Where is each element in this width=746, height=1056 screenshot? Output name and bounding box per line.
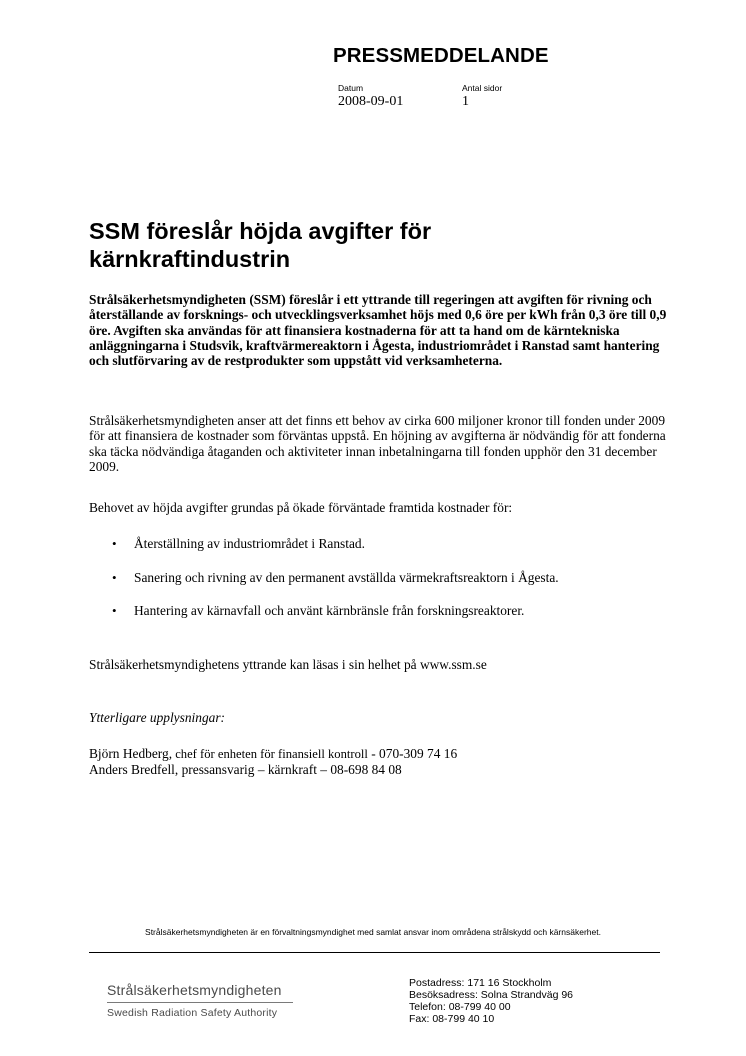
list-item <box>89 536 679 570</box>
page-count-value: 1 <box>462 94 469 109</box>
contact-line-2: Anders Bredfell, pressansvarig – kärnkraft – 08-698 84 08 <box>89 762 402 777</box>
logo-divider <box>107 1002 293 1003</box>
contact-1-phone: - 070-309 74 16 <box>367 746 458 761</box>
visiting-address: Besöksadress: Solna Strandväg 96 <box>409 989 574 1001</box>
list-item <box>89 603 679 637</box>
date-value: 2008-09-01 <box>338 94 404 109</box>
page-count-label: Antal sidor <box>462 83 503 93</box>
list-item-text: Sanering och rivning av den permanent avställda värmekraftsreaktorn i Ågesta. <box>134 569 559 585</box>
list-item-text: Återställning av industriområdet i Ranstad. <box>134 536 365 551</box>
logo-swedish-name: Strålsäkerhetsmyndigheten <box>107 982 282 998</box>
footer-note: Strålsäkerhetsmyndigheten är en förvaltningsmyndighet med samlat ansvar inom områdena strålskydd och kärnsäkerhet. <box>145 927 601 937</box>
document-type-heading: PRESSMEDDELANDE <box>333 44 549 67</box>
lead-paragraph: Strålsäkerhetsmyndigheten (SSM) föreslår i ett yttrande till regeringen att avgiften för rivning och återställande av forsknings- och utvecklingsverksamhet höjs med 0,6 öre per kWh från 0,3 öre till 0,9 öre. Avgiften ska användas för att finansiera kostnaderna för att ta hand om de kärntekniska anläggningarna i Studsvik, kraftvärmereaktorn i Ågesta, industriområdet i Ranstad samt hantering och slutförvaring av de restprodukter som uppstått vid verksamheterna. <box>89 292 667 369</box>
bullet-icon: • <box>112 536 117 551</box>
fax-number: Fax: 08-799 40 10 <box>409 1013 495 1025</box>
further-info-heading: Ytterligare upplysningar: <box>89 710 226 725</box>
headline-line-1: SSM föreslår höjda avgifter för <box>89 218 432 244</box>
ssm-logo <box>107 982 293 1019</box>
list-item-text: Hantering av kärnavfall och använt kärnbränsle från forskningsreaktorer. <box>134 603 525 618</box>
body-paragraph-2: Behovet av höjda avgifter grundas på ökade förväntade framtida kostnader för: <box>89 500 513 515</box>
logo-english-name: Swedish Radiation Safety Authority <box>107 1007 278 1019</box>
footer-divider <box>89 952 660 953</box>
body-paragraph-3: Strålsäkerhetsmyndighetens yttrande kan läsas i sin helhet på www.ssm.se <box>89 657 487 672</box>
phone-number: Telefon: 08-799 40 00 <box>409 1001 511 1013</box>
body-paragraph-1: Strålsäkerhetsmyndigheten anser att det finns ett behov av cirka 600 miljoner kronor till fonden under 2009 för att finansiera de kostnader som förväntas uppstå. En höjning av avgifterna är nödvändig för att fonderna ska täcka nödvändiga åtaganden och aktiviteter innan inbetalningarna till fonden upphör den 31 december 2009. <box>89 413 666 474</box>
bullet-icon: • <box>112 603 117 618</box>
cost-bullet-list <box>89 536 679 637</box>
contact-line-1 <box>89 746 457 762</box>
bullet-icon: • <box>112 569 117 585</box>
contact-1-name: Björn Hedberg, <box>89 746 173 761</box>
headline-line-2: kärnkraftindustrin <box>89 246 291 272</box>
postal-address: Postadress: 171 16 Stockholm <box>409 977 552 989</box>
date-label: Datum <box>338 83 364 93</box>
headline <box>89 217 649 273</box>
contact-1-role: chef för enheten för finansiell kontroll <box>172 747 368 761</box>
address-block <box>409 977 573 1025</box>
list-item <box>89 570 679 604</box>
